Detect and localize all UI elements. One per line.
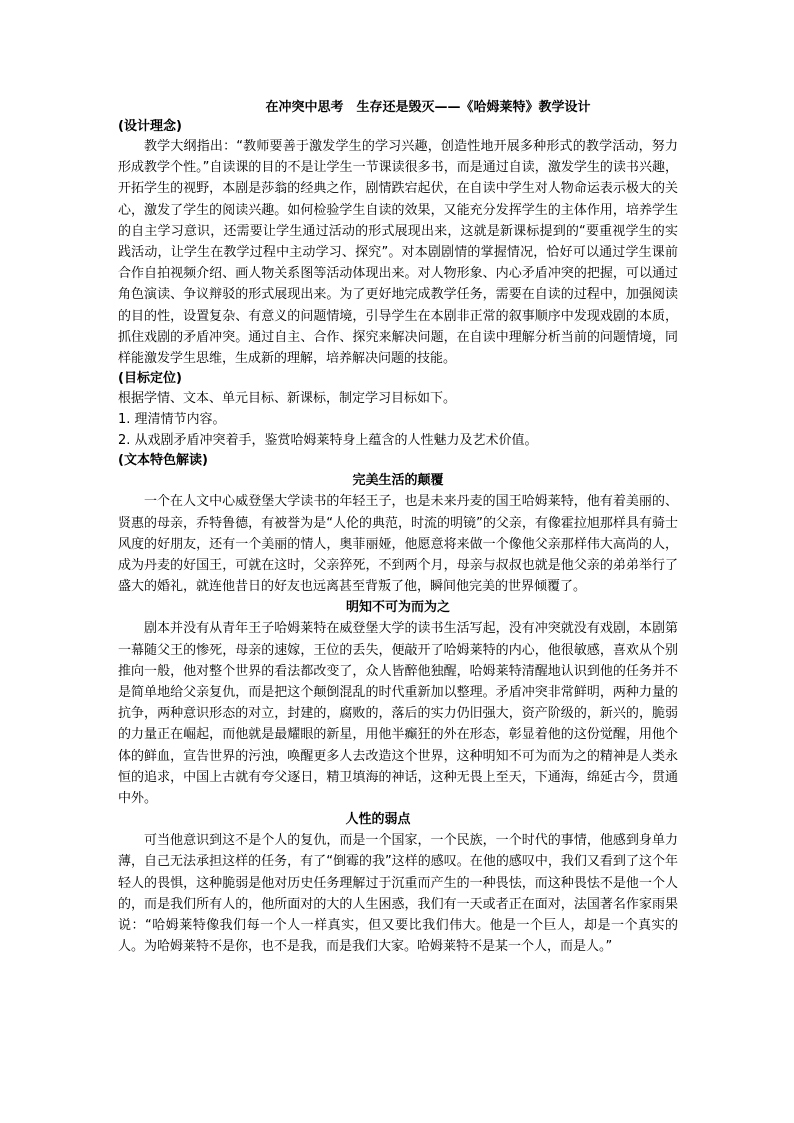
subheading-human-weakness: 人性的弱点	[345, 812, 411, 828]
paragraph-knowing-impossible: 剧本并没有从青年王子哈姆莱特在威登堡大学的读书生活写起，没有冲突就没有戏剧，本剧第一幕随父王的惨死，母亲的速嫁，王位的丢失，便敲开了哈姆莱特的内心，他很敏感，喜欢从个别推向一般，他对整个世界的看法都改变了，众人皆醉他独醒，哈姆莱特清醒地认识到他的任务并不是简单地给父亲复仇，而是把这个颠倒混乱的时代重新加以整理。矛盾冲突非常鲜明，两种力量的抗争，两种意识形态的对立，封建的，腐败的，落后的实力仍旧强大，资产阶级的，新兴的，脆弱的力量正在崛起，而他就是最耀眼的新星，用他半癫狂的外在形态，彰显着他的这份觉醒，用他个体的鲜血，宣告世界的污浊，唤醒更多人去改造这个世界，这种明知不可为而为之的精神是人类永恒的追求，中国上古就有夸父逐日，精卫填海的神话，这种无畏上至天，下通海，绵延古今，贯通中外。	[118, 621, 678, 807]
section-heading-design-concept: (设计理念)	[118, 119, 182, 134]
objective-item-1: 1. 理清情节内容。	[118, 412, 226, 428]
paragraph-human-weakness: 可当他意识到这不是个人的复仇，而是一个国家，一个民族，一个时代的事情，他感到身单力薄，自己无法承担这样的任务，有了“倒霉的我”这样的感叹。在他的感叹中，我们又看到了这个年轻人的畏惧，这种脆弱是他对历史任务理解过于沉重而产生的一种畏怯，而这种畏怯不是他一个人的，而是我们所有人的，他所面对的大的人生困惑，我们有一天或者正在面对，法国著名作家雨果说：“哈姆莱特像我们每一个人一样真实，但又要比我们伟大。他是一个巨人，却是一个真实的人。为哈姆莱特不是你，也不是我，而是我们大家。哈姆莱特不是某一个人，而是人。”	[118, 833, 678, 955]
document-page	[118, 99, 678, 958]
paragraph-perfect-life: 一个在人文中心威登堡大学读书的年轻王子，也是未来丹麦的国王哈姆莱特，他有着美丽的、贤惠的母亲，乔特鲁德，有被誉为是“人伦的典范，时流的明镜”的父亲，有像霍拉旭那样具有骑士风度的好朋友，还有一个美丽的情人，奥菲丽娅，他愿意将来做一个像他父亲那样伟大高尚的人，成为丹麦的好国王，可就在这时，父亲猝死，不到两个月，母亲与叔叔也就是他父亲的弟弟举行了盛大的婚礼，就连他昔日的好友也远离甚至背叛了他，瞬间他完美的世界倾覆了。	[118, 494, 678, 595]
subheading-knowing-impossible: 明知不可为而为之	[345, 600, 450, 616]
design-concept-paragraph: 教学大纲指出：“教师要善于激发学生的学习兴趣，创造性地开展多种形式的教学活动，努力形成教学个性。”自读课的目的不是让学生一节课读很多书，而是通过自读，激发学生的读书兴趣，开拓学生的视野，本剧是莎翁的经典之作，剧情跌宕起伏，在自读中学生对人物命运表示极大的关心，激发了学生的阅读兴趣。如何检验学生自读的效果，又能充分发挥学生的主体作用，培养学生的自主学习意识，还需要让学生通过活动的形式展现出来，这就是新课标提到的“要重视学生的实践活动，让学生在教学过程中主动学习、探究”。对本剧剧情的掌握情况，恰好可以通过学生课前合作自拍视频介绍、画人物关系图等活动体现出来。对人物形象、内心矛盾冲突的把握，可以通过角色演读、争议辩驳的形式展现出来。为了更好地完成教学任务，需要在自读的过程中，加强阅读的目的性，设置复杂、有意义的问题情境，引导学生在本剧非正常的叙事顺序中发现戏剧的本质，抓住戏剧的矛盾冲突。通过自主、合作、探究来解决问题，在自读中理解分析当前的问题情境，同样能激发学生思维，生成新的理解，培养解决问题的技能。	[118, 139, 678, 367]
objectives-intro: 根据学情、文本、单元目标、新课标，制定学习目标如下。	[118, 391, 457, 407]
document-title: 在冲突中思考 生存还是毁灭——《哈姆莱特》教学设计	[265, 100, 591, 115]
section-heading-text-features: (文本特色解读)	[118, 453, 208, 469]
objective-item-2: 2. 从戏剧矛盾冲突着手，鉴赏哈姆莱特身上蕴含的人性魅力及艺术价值。	[118, 433, 538, 449]
section-heading-objectives: (目标定位)	[118, 371, 182, 387]
subheading-perfect-life-overturned: 完美生活的颠覆	[352, 473, 444, 489]
